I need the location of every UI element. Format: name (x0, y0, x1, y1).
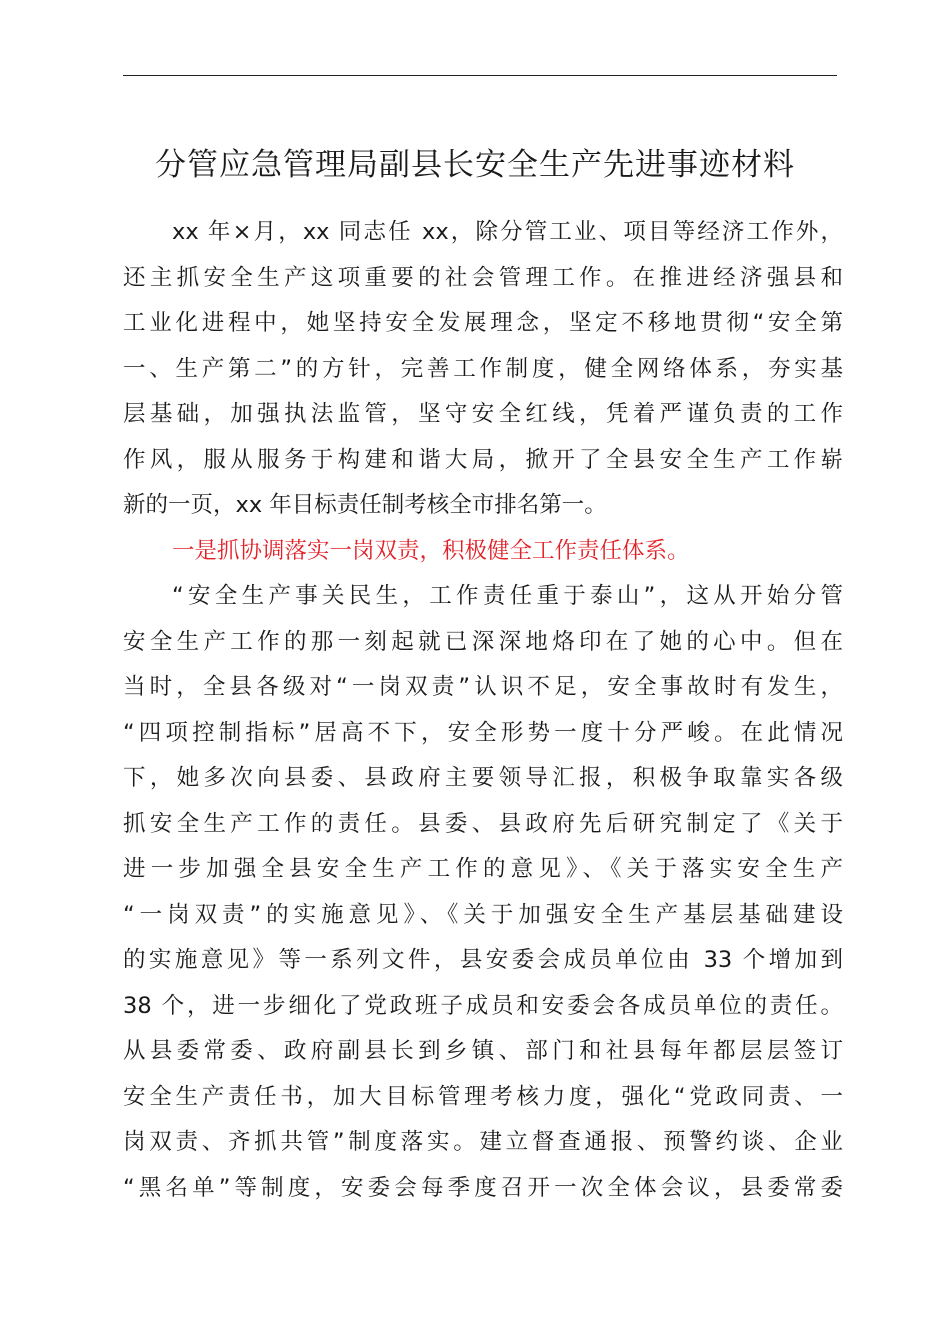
paragraph-line: “安全生产事关民生，工作责任重于泰山”，这从开始分管 (172, 583, 843, 609)
paragraph-line: 进一步加强全县安全生产工作的意见》、《关于落实安全生产 (123, 856, 843, 882)
paragraph-line: 层基础，加强执法监管，坚守安全红线，凭着严谨负责的工作 (123, 401, 843, 427)
paragraph-line: 下，她多次向县委、县政府主要领导汇报，积极争取靠实各级 (123, 765, 843, 791)
document-title: 分管应急管理局副县长安全生产先进事迹材料 (155, 147, 795, 183)
paragraph-line: 38 个，进一步细化了党政班子成员和安委会各成员单位的责任。 (123, 992, 843, 1019)
paragraph-line: xx 年×月，xx 同志任 xx，除分管工业、项目等经济工作外， (172, 219, 843, 245)
header-rule (123, 75, 837, 76)
paragraph-line: “黑名单”等制度，安委会每季度召开一次全体会议，县委常委 (123, 1174, 843, 1201)
paragraph-line: 的实施意见》等一系列文件，县安委会成员单位由 33 个增加到 (123, 947, 843, 973)
section-heading: 一是抓协调落实一岗双责，积极健全工作责任体系。 (172, 537, 690, 564)
paragraph-line: 抓安全生产工作的责任。县委、县政府先后研究制定了《关于 (123, 810, 843, 837)
paragraph-line: 一、生产第二”的方针，完善工作制度，健全网络体系，夯实基 (123, 355, 843, 382)
paragraph-line: 还主抓安全生产这项重要的社会管理工作。在推进经济强县和 (123, 264, 843, 291)
paragraph-line: 作风，服从服务于构建和谐大局，掀开了全县安全生产工作崭 (123, 446, 843, 473)
paragraph-line: 新的一页，xx 年目标责任制考核全市排名第一。 (123, 492, 607, 518)
document-body (123, 210, 843, 1211)
paragraph-line: 岗双责、齐抓共管”制度落实。建立督查通报、预警约谈、企业 (123, 1129, 843, 1155)
paragraph-line: “四项控制指标”居高不下，安全形势一度十分严峻。在此情况 (123, 719, 843, 746)
paragraph-line: 从县委常委、政府副县长到乡镇、部门和社县每年都层层签订 (123, 1038, 843, 1064)
paragraph-line: 安全生产工作的那一刻起就已深深地烙印在了她的心中。但在 (123, 628, 843, 655)
paragraph-line: “一岗双责”的实施意见》、《关于加强安全生产基层基础建设 (123, 901, 843, 928)
paragraph-line: 工业化进程中，她坚持安全发展理念，坚定不移地贯彻“安全第 (123, 310, 843, 336)
paragraph-line: 当时，全县各级对“一岗双责”认识不足，安全事故时有发生， (123, 674, 843, 700)
paragraph-line: 安全生产责任书，加大目标管理考核力度，强化“党政同责、一 (123, 1083, 843, 1110)
